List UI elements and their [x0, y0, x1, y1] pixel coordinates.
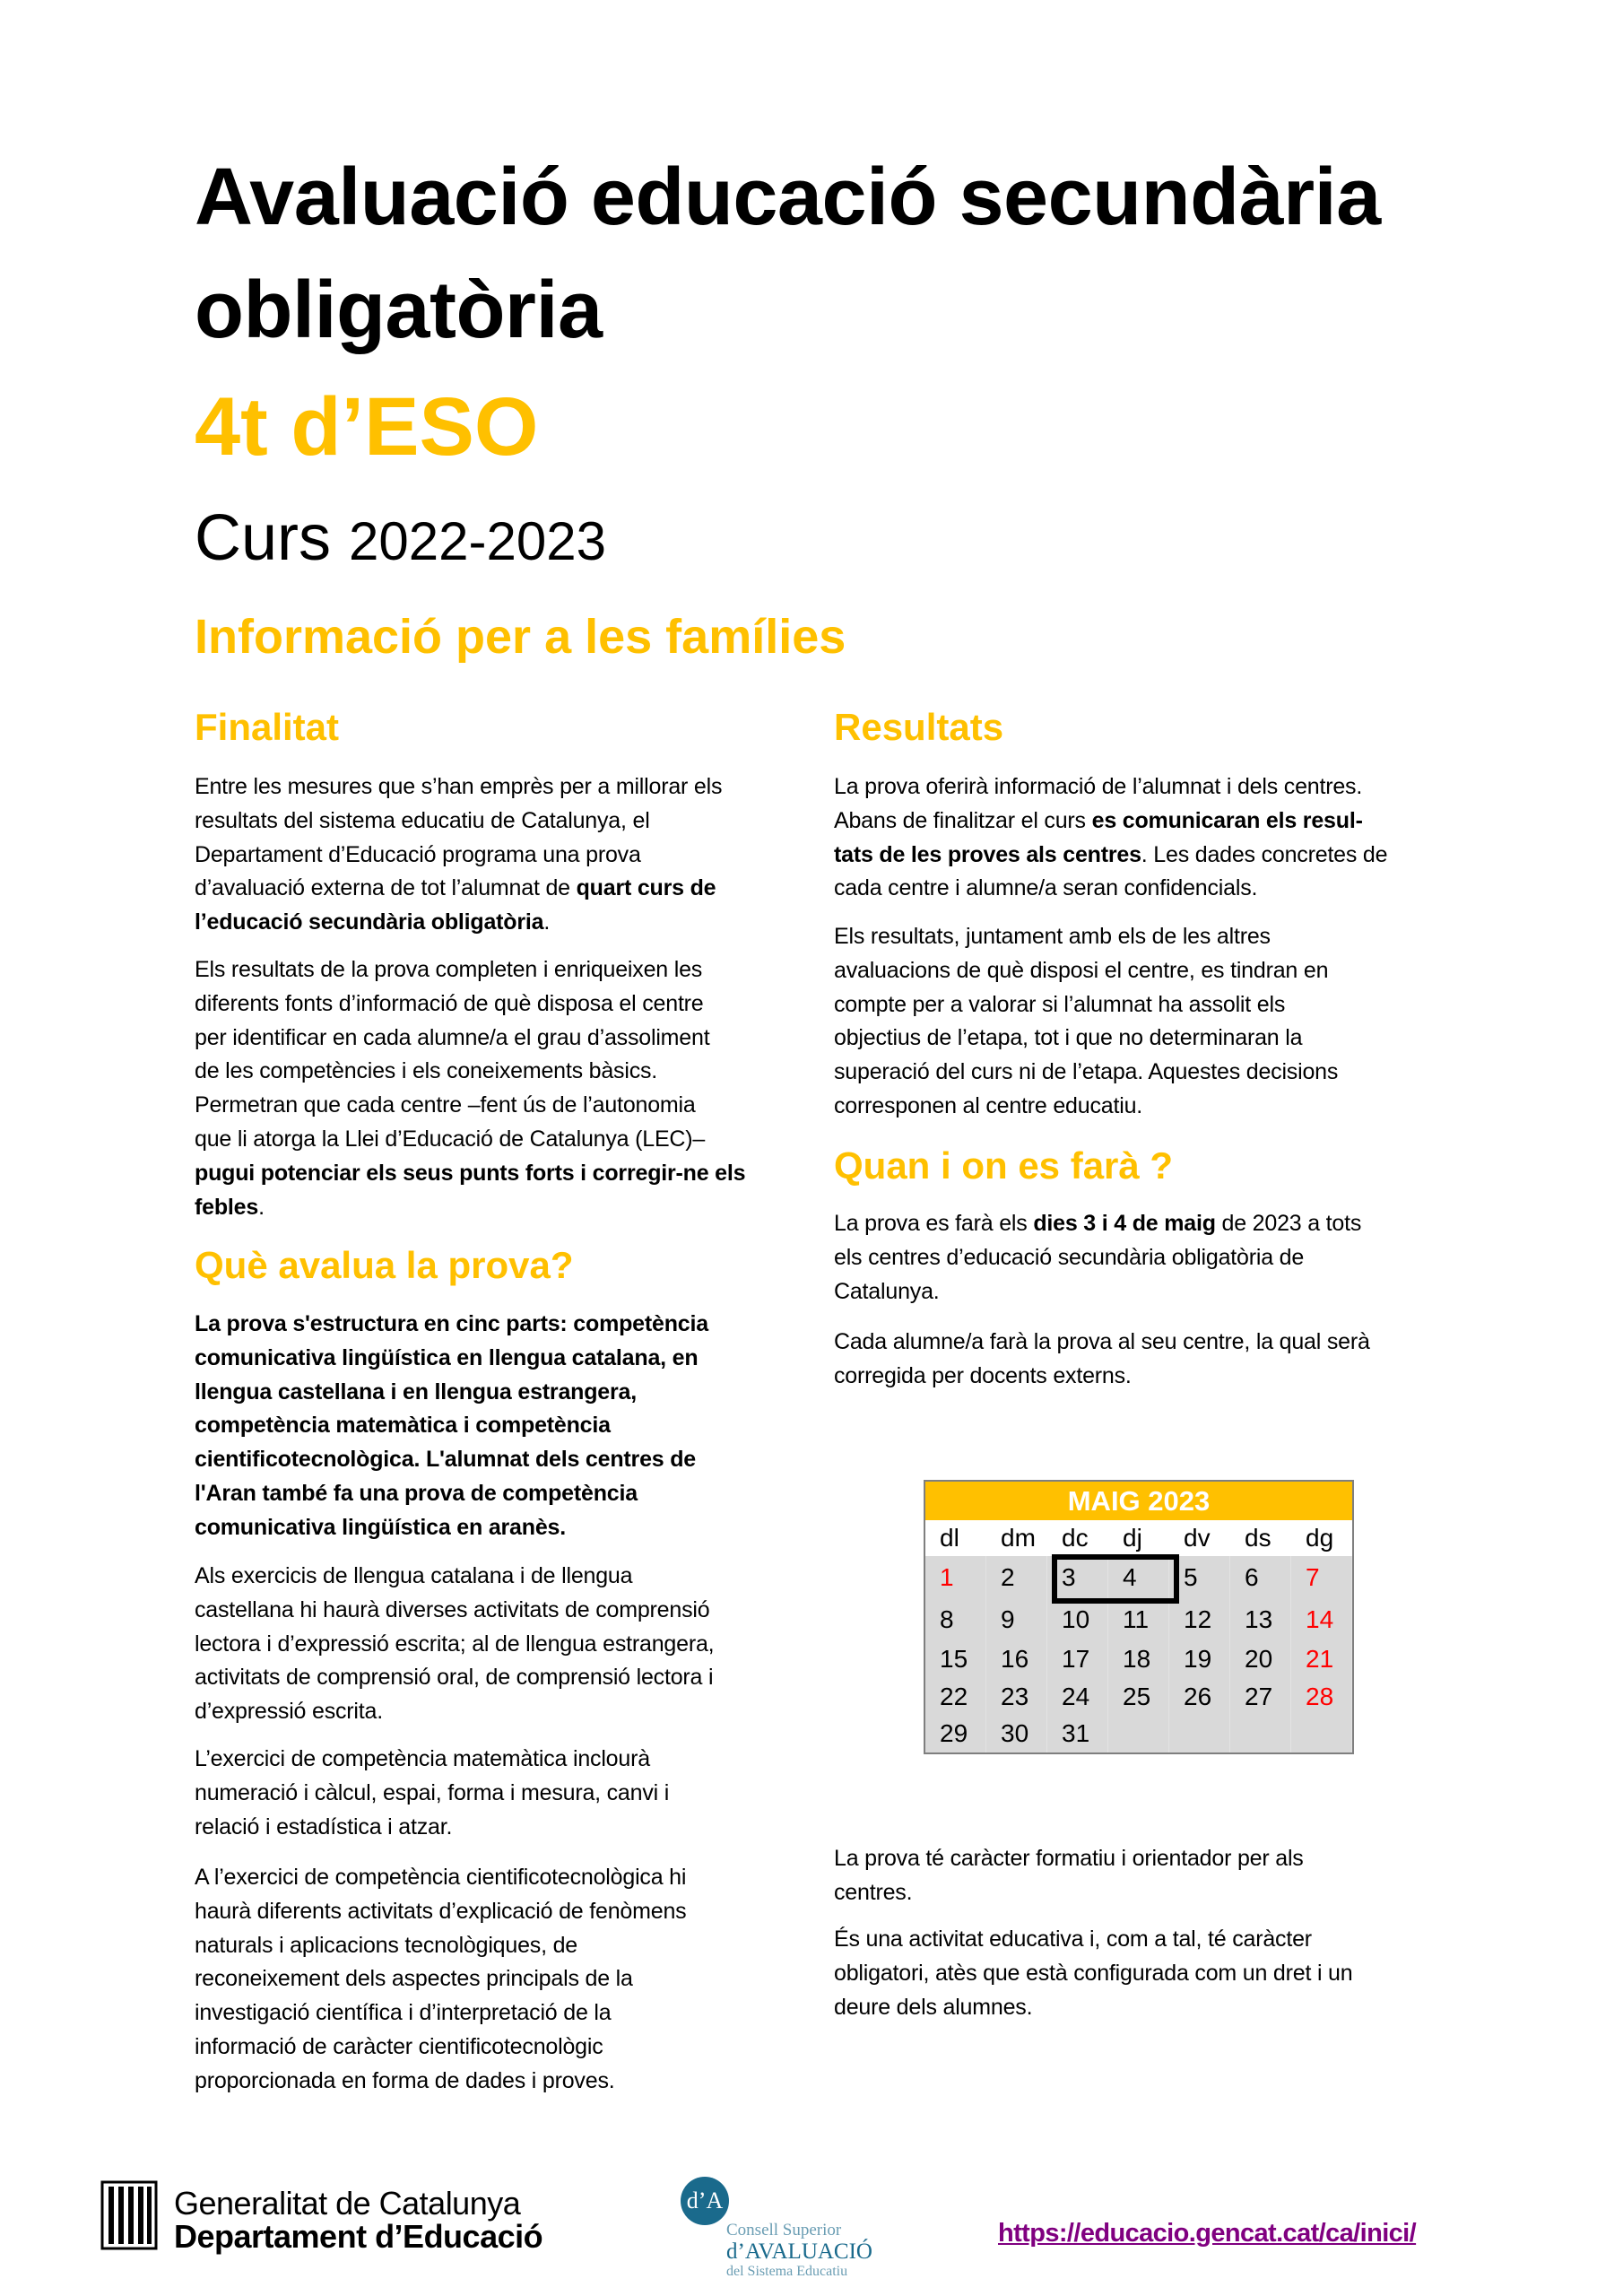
heading-quan: Quan i on es farà ?: [834, 1144, 1174, 1187]
calendar-day: 10: [1047, 1599, 1108, 1640]
text: lectora i d’expressió escrita; al de llengua estrangera,: [195, 1631, 715, 1657]
text: A l’exercici de competència cientificotecnològica hi: [195, 1865, 687, 1890]
text-line: [834, 1241, 1361, 1275]
heading-que-avalua: Què avalua la prova?: [195, 1244, 574, 1286]
calendar-week: [925, 1599, 1352, 1640]
title-line-1: Avaluació educació secundària: [195, 152, 1381, 242]
text: haurà diferents activitats d’explicació de fenòmens: [195, 1898, 687, 1924]
text: castellana hi haurà diverses activitats de comprensió: [195, 1596, 710, 1622]
bold-text: dies 3 i 4 de maig: [1033, 1211, 1216, 1236]
calendar-title: MAIG 2023: [925, 1482, 1352, 1520]
bold-text: comunicativa lingüística en aranès.: [195, 1514, 566, 1540]
calendar-may-2023: [924, 1480, 1354, 1754]
text-line: [195, 2031, 686, 2065]
text-line: [195, 1628, 714, 1662]
text: reconeixement dels aspectes principals de la: [195, 1966, 633, 1992]
text-line: [834, 804, 1387, 839]
text-line: [195, 804, 722, 839]
title-line-2: obligatòria: [195, 265, 603, 355]
text-line: [195, 1661, 714, 1695]
calendar-day: 11: [1108, 1599, 1169, 1640]
paragraph: [834, 1326, 1370, 1394]
text-line: [195, 906, 722, 940]
text: corresponen al centre educatiu.: [834, 1092, 1143, 1118]
day-name: dm: [1001, 1524, 1036, 1552]
text: La prova es farà els: [834, 1211, 1034, 1236]
calendar-day: 24: [1047, 1678, 1108, 1715]
text-line: [195, 1929, 686, 1963]
text: . Les dades concretes de: [1141, 841, 1388, 867]
text: naturals i aplicacions tecnològiques, de: [195, 1932, 577, 1958]
bold-text: es comunicaran els resul-: [1091, 807, 1363, 833]
text-line: [195, 1443, 708, 1477]
text: Departament d’Educació programa una prova: [195, 841, 641, 867]
paragraph: [195, 953, 745, 1224]
calendar-day: 20: [1230, 1640, 1291, 1678]
paragraph: [195, 1861, 686, 2099]
bold-text: comunicativa lingüística en llengua catalana, en: [195, 1344, 699, 1370]
text-line: [195, 1777, 669, 1811]
bold-text: llengua castellana i en llengua estrangera,: [195, 1378, 637, 1405]
day-name: dc: [1062, 1524, 1089, 1552]
website-link[interactable]: https://educacio.gencat.cat/ca/inici/: [998, 2219, 1417, 2248]
calendar-day: 13: [1230, 1599, 1291, 1640]
text-line: [834, 1360, 1370, 1394]
text-line: [834, 988, 1338, 1022]
text: diferents fonts d’informació de què disposa el centre: [195, 990, 704, 1016]
calendar-day: 31: [1047, 1715, 1108, 1752]
text: obligatori, atès que està configurada com un dret i un: [834, 1960, 1353, 1986]
text-line: [195, 1895, 686, 1929]
text-line: [834, 1022, 1338, 1056]
text-line: [195, 1342, 708, 1376]
text: activitats de comprensió oral, de comprensió lectora i: [195, 1665, 714, 1691]
text-line: [195, 839, 722, 873]
calendar-day: 5: [1169, 1556, 1230, 1599]
calendar-day: 15: [925, 1640, 986, 1678]
calendar-day: 4: [1108, 1556, 1169, 1599]
calendar-week: [925, 1678, 1352, 1715]
calendar-day: 28: [1291, 1678, 1352, 1715]
day-name: ds: [1245, 1524, 1271, 1552]
calendar-day: 3: [1047, 1556, 1108, 1599]
bold-text: pugui potenciar els seus punts forts i corregir-ne els: [195, 1160, 746, 1186]
calendar-day: 23: [986, 1678, 1047, 1715]
text-line: [834, 1957, 1352, 1991]
text-line: [195, 1861, 686, 1895]
text-line: [195, 2065, 686, 2099]
calendar-day: 29: [925, 1715, 986, 1752]
calendar-day: 14: [1291, 1599, 1352, 1640]
bold-text: cientificotecnològica. L'alumnat dels centres de: [195, 1447, 696, 1473]
paragraph: [834, 1207, 1361, 1309]
text-line: [834, 1991, 1352, 2025]
bold-text: quart curs de: [576, 875, 716, 901]
text-line: [195, 1191, 745, 1225]
calendar-day: 6: [1230, 1556, 1291, 1599]
text-line: [195, 1022, 745, 1056]
subtitle: Informació per a les famílies: [195, 610, 846, 664]
paragraph: [195, 1560, 714, 1729]
paragraph: [834, 1923, 1352, 2024]
text: objectius de l’etapa, tot i que no determinaran la: [834, 1025, 1303, 1051]
csa-line-2: d’AVALUACIÓ: [726, 2239, 872, 2264]
text-line: [195, 1409, 708, 1443]
text: Entre les mesures que s’han emprès per a millorar els: [195, 774, 723, 799]
text: de 2023 a tots: [1215, 1211, 1362, 1236]
calendar-day: [1230, 1715, 1291, 1752]
course-year: 2022-2023: [349, 511, 606, 571]
paragraph: [834, 920, 1338, 1124]
text-line: [195, 1996, 686, 2031]
department-name: Departament d’Educació: [174, 2218, 543, 2255]
text: .: [543, 909, 551, 935]
text: resultats del sistema educatiu de Catalunya, el: [195, 807, 650, 833]
text-line: [195, 1695, 714, 1729]
generalitat-name: Generalitat de Catalunya: [174, 2185, 521, 2222]
text: És una activitat educativa i, com a tal, té caràcter: [834, 1926, 1312, 1952]
calendar-day: 1: [925, 1556, 986, 1599]
text-line: [195, 1811, 669, 1845]
calendar-day: 8: [925, 1599, 986, 1640]
calendar-day: [1108, 1715, 1169, 1752]
text-line: [195, 1560, 714, 1594]
text: Catalunya.: [834, 1278, 940, 1304]
paragraph: [834, 770, 1387, 906]
text-line: [834, 1056, 1338, 1090]
text-line: [195, 872, 722, 906]
paragraph: [195, 1743, 669, 1844]
text-line: [195, 1308, 708, 1342]
calendar-day: 30: [986, 1715, 1047, 1752]
text-line: [195, 1055, 745, 1089]
text: Els resultats de la prova completen i enriqueixen les: [195, 957, 703, 982]
text-line: [195, 1594, 714, 1628]
exam-days-highlight: [1052, 1554, 1179, 1604]
text-line: [195, 1743, 669, 1777]
text: avaluacions de què disposi el centre, es tindran en: [834, 957, 1329, 983]
calendar-day: 18: [1108, 1640, 1169, 1678]
calendar-day: 12: [1169, 1599, 1230, 1640]
text-line: [834, 920, 1338, 954]
text-line: [195, 1962, 686, 1996]
paragraph: [195, 770, 722, 940]
csa-line-1: Consell Superior: [726, 2221, 842, 2239]
calendar-day: 27: [1230, 1678, 1291, 1715]
text-line: [834, 872, 1387, 906]
text: proporcionada en forma de dades i proves.: [195, 2067, 615, 2093]
calendar-day: [1169, 1715, 1230, 1752]
text: investigació científica i d’interpretació de la: [195, 2000, 612, 2026]
text-line: [834, 1876, 1304, 1910]
bold-text: tats de les proves als centres: [834, 841, 1141, 867]
text-line: [834, 770, 1387, 804]
text: numeració i càlcul, espai, forma i mesura, canvi i: [195, 1779, 670, 1805]
text-line: [834, 1275, 1361, 1309]
text: deure dels alumnes.: [834, 1994, 1033, 2020]
text: La prova té caràcter formatiu i orientador per als: [834, 1846, 1304, 1871]
text-line: [195, 770, 722, 804]
calendar-day: 21: [1291, 1640, 1352, 1678]
bold-text: l'Aran també fa una prova de competència: [195, 1480, 638, 1506]
text-line: [834, 839, 1387, 873]
day-name: dj: [1123, 1524, 1142, 1552]
calendar-day: 26: [1169, 1678, 1230, 1715]
text: Permetran que cada centre –fent ús de l’autonomia: [195, 1092, 696, 1118]
text: superació del curs ni de l’etapa. Aquestes decisions: [834, 1059, 1339, 1085]
text: centres.: [834, 1879, 913, 1905]
text: relació i estadística i atzar.: [195, 1813, 453, 1839]
bold-text: l’educació secundària obligatòria: [195, 909, 544, 935]
text-line: [195, 953, 745, 987]
calendar-day: 2: [986, 1556, 1047, 1599]
text: cada centre i alumne/a seran confidencials.: [834, 875, 1258, 901]
text: Cada alumne/a farà la prova al seu centre, la qual serà: [834, 1329, 1370, 1354]
text: d’expressió escrita.: [195, 1699, 383, 1725]
text: corregida per docents externs.: [834, 1362, 1132, 1388]
bold-text: competència matemàtica i competència: [195, 1413, 611, 1439]
generalitat-logo-icon: [100, 2180, 158, 2250]
csa-logo-icon: d’A: [681, 2177, 729, 2225]
text: que li atorga la Llei d’Educació de Catalunya (LEC)–: [195, 1126, 706, 1152]
calendar-week: [925, 1715, 1352, 1752]
bold-text: La prova s'estructura en cinc parts: competència: [195, 1311, 708, 1336]
text: La prova oferirà informació de l’alumnat i dels centres.: [834, 774, 1363, 799]
calendar-week: [925, 1640, 1352, 1678]
heading-finalitat: Finalitat: [195, 706, 340, 748]
text: .: [258, 1194, 265, 1220]
text: els centres d’educació secundària obligatòria de: [834, 1244, 1305, 1270]
text: Abans de finalitzar el curs: [834, 807, 1092, 833]
text-line: [834, 1326, 1370, 1360]
text: d’avaluació externa de tot l’alumnat de: [195, 875, 577, 901]
day-name: dg: [1306, 1524, 1334, 1552]
paragraph: [195, 1308, 708, 1545]
calendar-day: 22: [925, 1678, 986, 1715]
text-line: [834, 954, 1338, 988]
course-label: Curs: [195, 502, 332, 574]
text-line: [834, 1842, 1304, 1876]
text: compte per a valorar si l’alumnat ha assolit els: [834, 991, 1286, 1017]
text-line: [195, 1477, 708, 1511]
calendar-day: 17: [1047, 1640, 1108, 1678]
calendar-day-names: [925, 1520, 1352, 1556]
bold-text: febles: [195, 1194, 259, 1220]
calendar-day: 19: [1169, 1640, 1230, 1678]
text-line: [834, 1090, 1338, 1124]
day-name: dl: [940, 1524, 959, 1552]
text-line: [195, 1157, 745, 1191]
heading-resultats: Resultats: [834, 706, 1004, 748]
level-title: 4t d’ESO: [195, 381, 539, 473]
text-line: [195, 987, 745, 1022]
text: L’exercici de competència matemàtica inclourà: [195, 1746, 650, 1771]
calendar-day: 25: [1108, 1678, 1169, 1715]
text-line: [195, 1123, 745, 1157]
calendar-day: 16: [986, 1640, 1047, 1678]
calendar-day: 9: [986, 1599, 1047, 1640]
text-line: [195, 1511, 708, 1545]
course-title: [195, 502, 606, 578]
paragraph: [834, 1842, 1304, 1910]
text: de les competències i els coneixements bàsics.: [195, 1058, 658, 1084]
day-name: dv: [1184, 1524, 1211, 1552]
calendar-day: [1291, 1715, 1352, 1752]
text-line: [834, 1207, 1361, 1241]
text: Als exercicis de llengua catalana i de llengua: [195, 1563, 633, 1588]
calendar-day: 7: [1291, 1556, 1352, 1599]
text-line: [195, 1376, 708, 1410]
text: per identificar en cada alumne/a el grau d’assoliment: [195, 1024, 710, 1050]
text-line: [195, 1089, 745, 1123]
text: Els resultats, juntament amb els de les altres: [834, 924, 1271, 949]
text: informació de caràcter cientificotecnològic: [195, 2033, 603, 2059]
text-line: [834, 1923, 1352, 1957]
csa-line-3: del Sistema Educatiu: [726, 2264, 848, 2279]
